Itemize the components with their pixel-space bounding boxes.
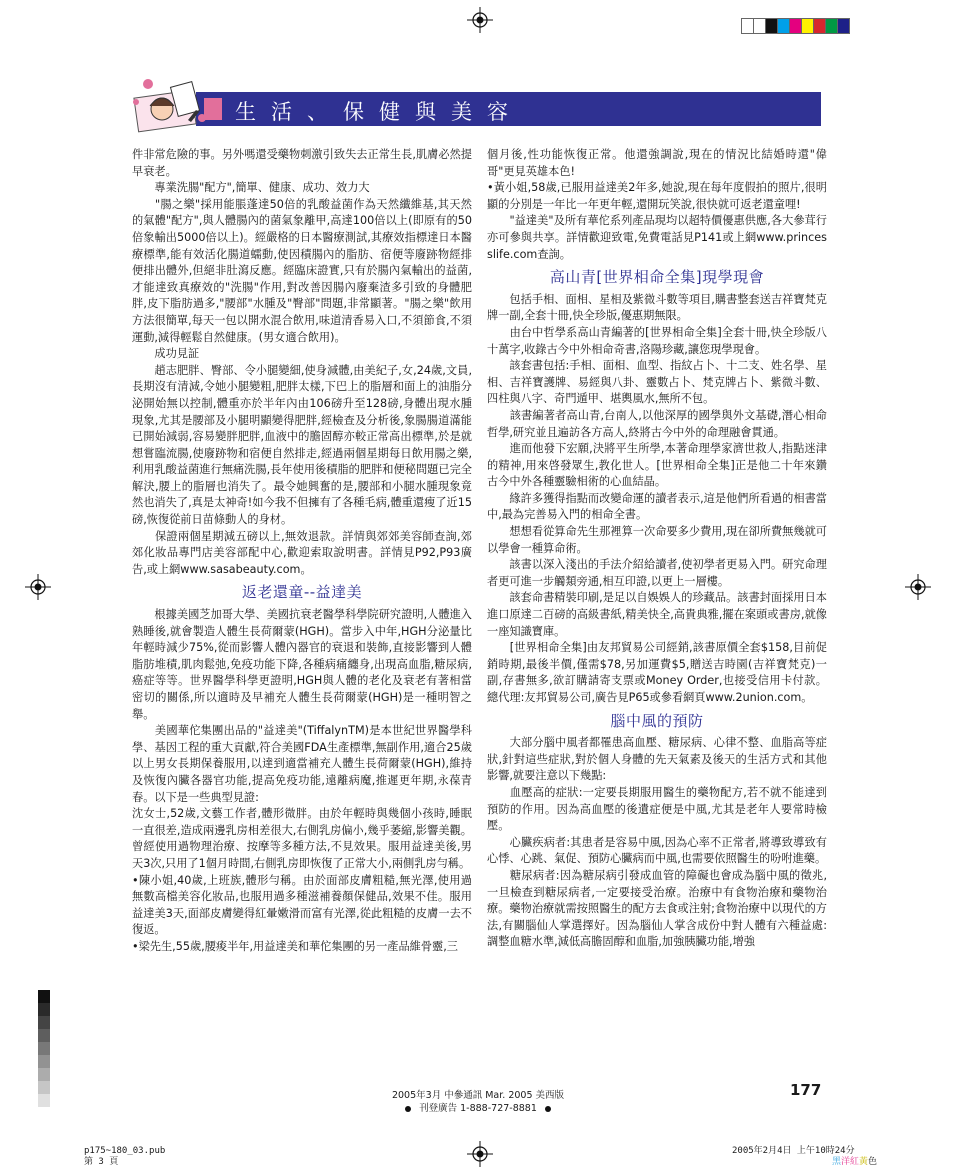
- paragraph: 該書編著者高山青,台南人,以他深厚的國學與外文基礎,潛心相命哲學,研究並且遍訪各方高人,終將古今中外的命理融會貫通。: [487, 408, 827, 439]
- plate-black: 色: [868, 1157, 878, 1167]
- paragraph: 包括手相、面相、星相及紫微斗數等項目,購書整套送吉祥寶梵克牌一副,全套十冊,快全珍版,優惠期無限。: [487, 292, 827, 323]
- article-fortune: [487, 292, 827, 707]
- paragraph: 糖尿病者:因為糖尿病引發成血管的障礙也會成為腦中風的徵兆,一旦檢查到糖尿病者,一定要接受治療。治療中有食物治療和藥物治療。藥物治療就需按照醫生的配方去食或注射;食物治療中以現代的方法,有關腦仙人掌選擇好。因為腦仙人掌含成份中對人體有六種益處:調整血糖水準,減低高膽固醇和血脂,加強胰臟功能,增強: [487, 868, 827, 949]
- page-section-title: 生活、保健與美容: [235, 100, 523, 124]
- bullet-icon: [545, 1106, 551, 1112]
- footer-ad-text: 刊登廣告 1-888-727-8881: [419, 1103, 537, 1114]
- paragraph: [世界相命全集]由友邦貿易公司經銷,該書原價全套$158,目前促銷時期,最後半價,僅需$78,另加運費$5,贈送吉時園(吉祥寶梵克)一副,存書無多,欲訂購請寄支票或Money Order,也接受信用卡付款。總代理:友邦貿易公司,廣告見P65或參看網頁www.2union.com。: [487, 641, 827, 704]
- page-number: 177: [790, 1081, 822, 1099]
- color-calibration-bar: [742, 18, 850, 34]
- section-title-anti-aging: 返老還童--益達美: [241, 583, 363, 602]
- crosshair-icon: [467, 1141, 493, 1167]
- paragraph: 緣許多獲得指點而改變命運的讀者表示,這是他們所看過的相書當中,最為完善易入門的相命全書。: [487, 491, 827, 522]
- paragraph: 美國華佗集團出品的"益達美"(TiffalynTM)是本世紀世界醫學科學、基因工程的重大貢獻,符合美國FDA生產標準,無副作用,適合25歲以上男女長期保養服用,以達到適當補充人體生長荷爾蒙(HGH),維持及恢復內臟各器官功能,提高免疫功能,遠離病魔,推遲更年期,永葆青春。以下是一些典型見證:: [132, 724, 472, 804]
- paragraph: •黃小姐,58歲,已服用益達美2年多,她說,現在每年度假拍的照片,很明顯的分別是一年比一年更年輕,還開玩笑說,很快就可返老還童哩!: [487, 181, 827, 211]
- paragraph: 大部分腦中風者都罹患高血壓、糖尿病、心律不整、血脂高等症狀,針對這些症狀,對於個人身體的先天氣素及後天的生活方式和其他影響,就要注意以下幾點:: [487, 736, 827, 783]
- section-title-fortune: 高山青[世界相命全集]現學現會: [549, 268, 765, 287]
- plate-magenta: 洋紅: [841, 1157, 860, 1167]
- print-slug-left: [84, 1146, 165, 1168]
- crosshair-icon: [467, 7, 493, 33]
- paragraph: 該套書包括:手相、面相、血型、指紋占卜、十二支、姓名學、星相、吉祥寶護牌、易經與八卦、靈數占卜、梵克牌占卜、紫微斗數、四柱與八字、奇門遁甲、堪輿風水,無所不包。: [487, 359, 827, 406]
- paragraph: 沈女士,52歲,文藝工作者,體形微胖。由於年輕時與幾個小孩時,睡眠一直很差,造成兩邊乳房相差很大,右側乳房偏小,幾乎萎縮,影響美觀。曾經使用過物理治療、按摩等多種方法,不見效果。服用益達美後,男天3次,只用了1個月時間,右側乳房即恢復了正常大小,兩側乳房勻稱。: [132, 807, 472, 870]
- paragraph: 根據美國芝加哥大學、美國抗衰老醫學科學院研究證明,人體進入熟睡後,就會製造人體生長荷爾蒙(HGH)。當步入中年,HGH分泌量比年輕時減少75%,從而影響人體內器官的衰退和裝飾,直接影響到人體脂肪堆積,肌肉鬆弛,免疫功能下降,各種病痛纏身,出現高血脂,糖尿病,癌症等等。世界醫學科學更證明,HGH與人體的老化及衰老有著相當密切的關係,所以適時及早補充人體生長荷爾蒙(HGH)是一種明智之舉。: [132, 608, 472, 721]
- paragraph: 由台中哲學系高山青編著的[世界相命全集]全套十冊,快全珍版八十萬字,收錄古今中外相命奇書,洛陽珍藏,讓您現學現會。: [487, 325, 827, 356]
- article-anti-aging-continued: [487, 147, 827, 263]
- crosshair-icon: [905, 574, 931, 600]
- paragraph: 趙志肥胖、臀部、令小腿變細,使身減體,由美紀子,女,24歲,文員,長期沒有清減,令她小腿變粗,肥胖太樣,下巴上的脂層和面上的油脂分泌開始無以控制,體重亦於半年內由106磅升至128磅,身體出現水腫現象,尤其是腰部及小腿明顯變得肥胖,經檢查及分析後,象腸腸道滿能已開始減弱,容易變胖肥胖,血液中的膽固醇亦較正常高出標準,於是就想嘗臨流腸,使廢跡物和宿便自然排走,經過兩個星期每日飲用腸之樂,利用乳酸益菌進行無痛洗腸,長年使用後積脂的肥胖和便秘問題已完全解決,腰上的脂層也消失了。最令她興奮的是,腰部和小腿水腫現象竟然也消失了,真是太神奇!如今我不但擁有了各種毛病,體重還瘦了近15磅,恢復從前日苗條動人的身材。: [132, 363, 472, 527]
- paragraph: 該書以深入淺出的手法介紹給讀者,使初學者更易入門。研究命理者更可進一步觸類旁通,相互印證,以更上一層樓。: [487, 558, 827, 588]
- paragraph: 件非常危險的事。另外嗎還受藥物刺激引致失去正常生長,肌膚必然提早衰老。: [132, 148, 472, 178]
- paragraph: 想想看從算命先生那裡算一次命要多少費用,現在卻所費無幾就可以學會一種算命術。: [487, 525, 827, 555]
- beauty-illustration-icon: [128, 76, 238, 134]
- right-column: [487, 147, 827, 951]
- paragraph: "益達美"及所有華佗系列產品現均以超特價優惠供應,各大參茸行亦可參與共享。詳情歡迎致電,免費電話見P141或上網www.princesslife.com查詢。: [487, 214, 827, 261]
- registration-mark-top: [467, 7, 493, 33]
- article-anti-aging: [132, 607, 472, 955]
- print-slug-right: [732, 1146, 877, 1168]
- article-beauty: [132, 147, 472, 578]
- article-stroke: [487, 735, 827, 951]
- slug-plates: [832, 1157, 877, 1168]
- paragraph: 進而他發下宏願,決將平生所學,本著命理學家濟世救人,指點迷津的精神,用來啓發眾生,教化世人。[世界相命全集]正是他二十年來鑽古今中外各種靈驗相術的心血結晶。: [487, 442, 827, 489]
- slug-page: 第 3 頁: [84, 1157, 119, 1167]
- bullet-icon: [405, 1106, 411, 1112]
- paragraph: 心臟疾病者:其患者是容易中風,因為心率不正常者,將導致導致有心悸、心跳、氣促、預防心臟病而中風,也需要依照醫生的吩咐進藥。: [487, 835, 827, 866]
- footer-ad-line: [0, 1102, 956, 1115]
- footer-issue-line: 2005年3月 中參通訊 Mar. 2005 美西版: [391, 1090, 565, 1101]
- paragraph: 血壓高的症狀:一定要長期服用醫生的藥物配方,若不就不能達到預防的作用。因為高血壓的後遺症便是中風,尤其是老年人要常時檢壓。: [487, 785, 827, 833]
- paragraph: •陳小姐,40歲,上班族,體形勻稱。由於面部皮膚粗糙,無光澤,使用過無數高檔美容化妝品,也服用過多種滋補養顏保健品,效果不佳。服用益達美3天,面部皮膚變得紅暈嫩滑而富有光澤,從此粗糙的皮膚一去不復返。: [132, 873, 472, 937]
- left-column: [132, 147, 472, 956]
- slug-timestamp: 2005年2月4日 上午10時24分: [732, 1146, 855, 1156]
- paragraph: •梁先生,55歲,腰痠半年,用益達美和華佗集團的另一產品維骨靈,三: [132, 939, 458, 953]
- registration-mark-left: [25, 574, 51, 600]
- plate-yellow: 黃: [859, 1157, 869, 1167]
- paragraph: "腸之樂"採用能脹蓬達50倍的乳酸益菌作為天然纖維基,其天然的氣體"配方",與人體腸內的菌氣象離甲,高達100倍以上(即原有的50倍象輸出5000倍以上)。經嚴格的日本醫療測試,其療效指標達日本醫療標準,能有效活化腸道蠕動,使因積腸內的脂肪、宿便等廢跡物經排便排出體外,但絕非肚瀉反應。經臨床證實,只有於腸內氣輸出的益菌,才能達致真療效的"洗腸"作用,對改善因腸內廢棄渣多引致的身體肥胖,皮下脂肪過多,"腰部"水腫及"臀部"問題,非常顯著。"腸之樂"飲用方法很簡單,每天一包以開水混合飲用,味道清香易入口,不須節食,不須運動,減得輕鬆自然健康。(男女適合飲用)。: [132, 197, 472, 344]
- section-title-stroke: 腦中風的預防: [610, 711, 704, 730]
- slug-filename: p175~180_03.pub: [84, 1146, 166, 1156]
- paragraph: 保證兩個星期減五磅以上,無效退款。詳情與郊郊美容師查詢,郊郊化妝品專門店美容部配中心,歡迎索取說明書。詳情見P92,P93廣告,或上網www.sasabeauty.com。: [132, 529, 472, 576]
- paragraph: 該套命書精裝印刷,是足以自娛娛人的珍藏品。該書封面採用日本進口原達二百磅的高級書紙,精美快全,高貴典雅,擺在案頭或書房,就像一座知識寶庫。: [487, 591, 827, 638]
- paragraph: 專業洗腸"配方",簡單、健康、成功、效力大: [132, 181, 370, 195]
- plate-cyan: 黑: [832, 1157, 842, 1167]
- crosshair-icon: [25, 574, 51, 600]
- color-swatch: [837, 18, 850, 34]
- registration-mark-right: [905, 574, 931, 600]
- paragraph: 個月後,性功能恢復正常。他還強調說,現在的情況比結婚時還"偉哥"更見英雄本色!: [487, 148, 827, 178]
- registration-mark-bottom: [467, 1141, 493, 1167]
- paragraph: 成功見証: [132, 347, 200, 361]
